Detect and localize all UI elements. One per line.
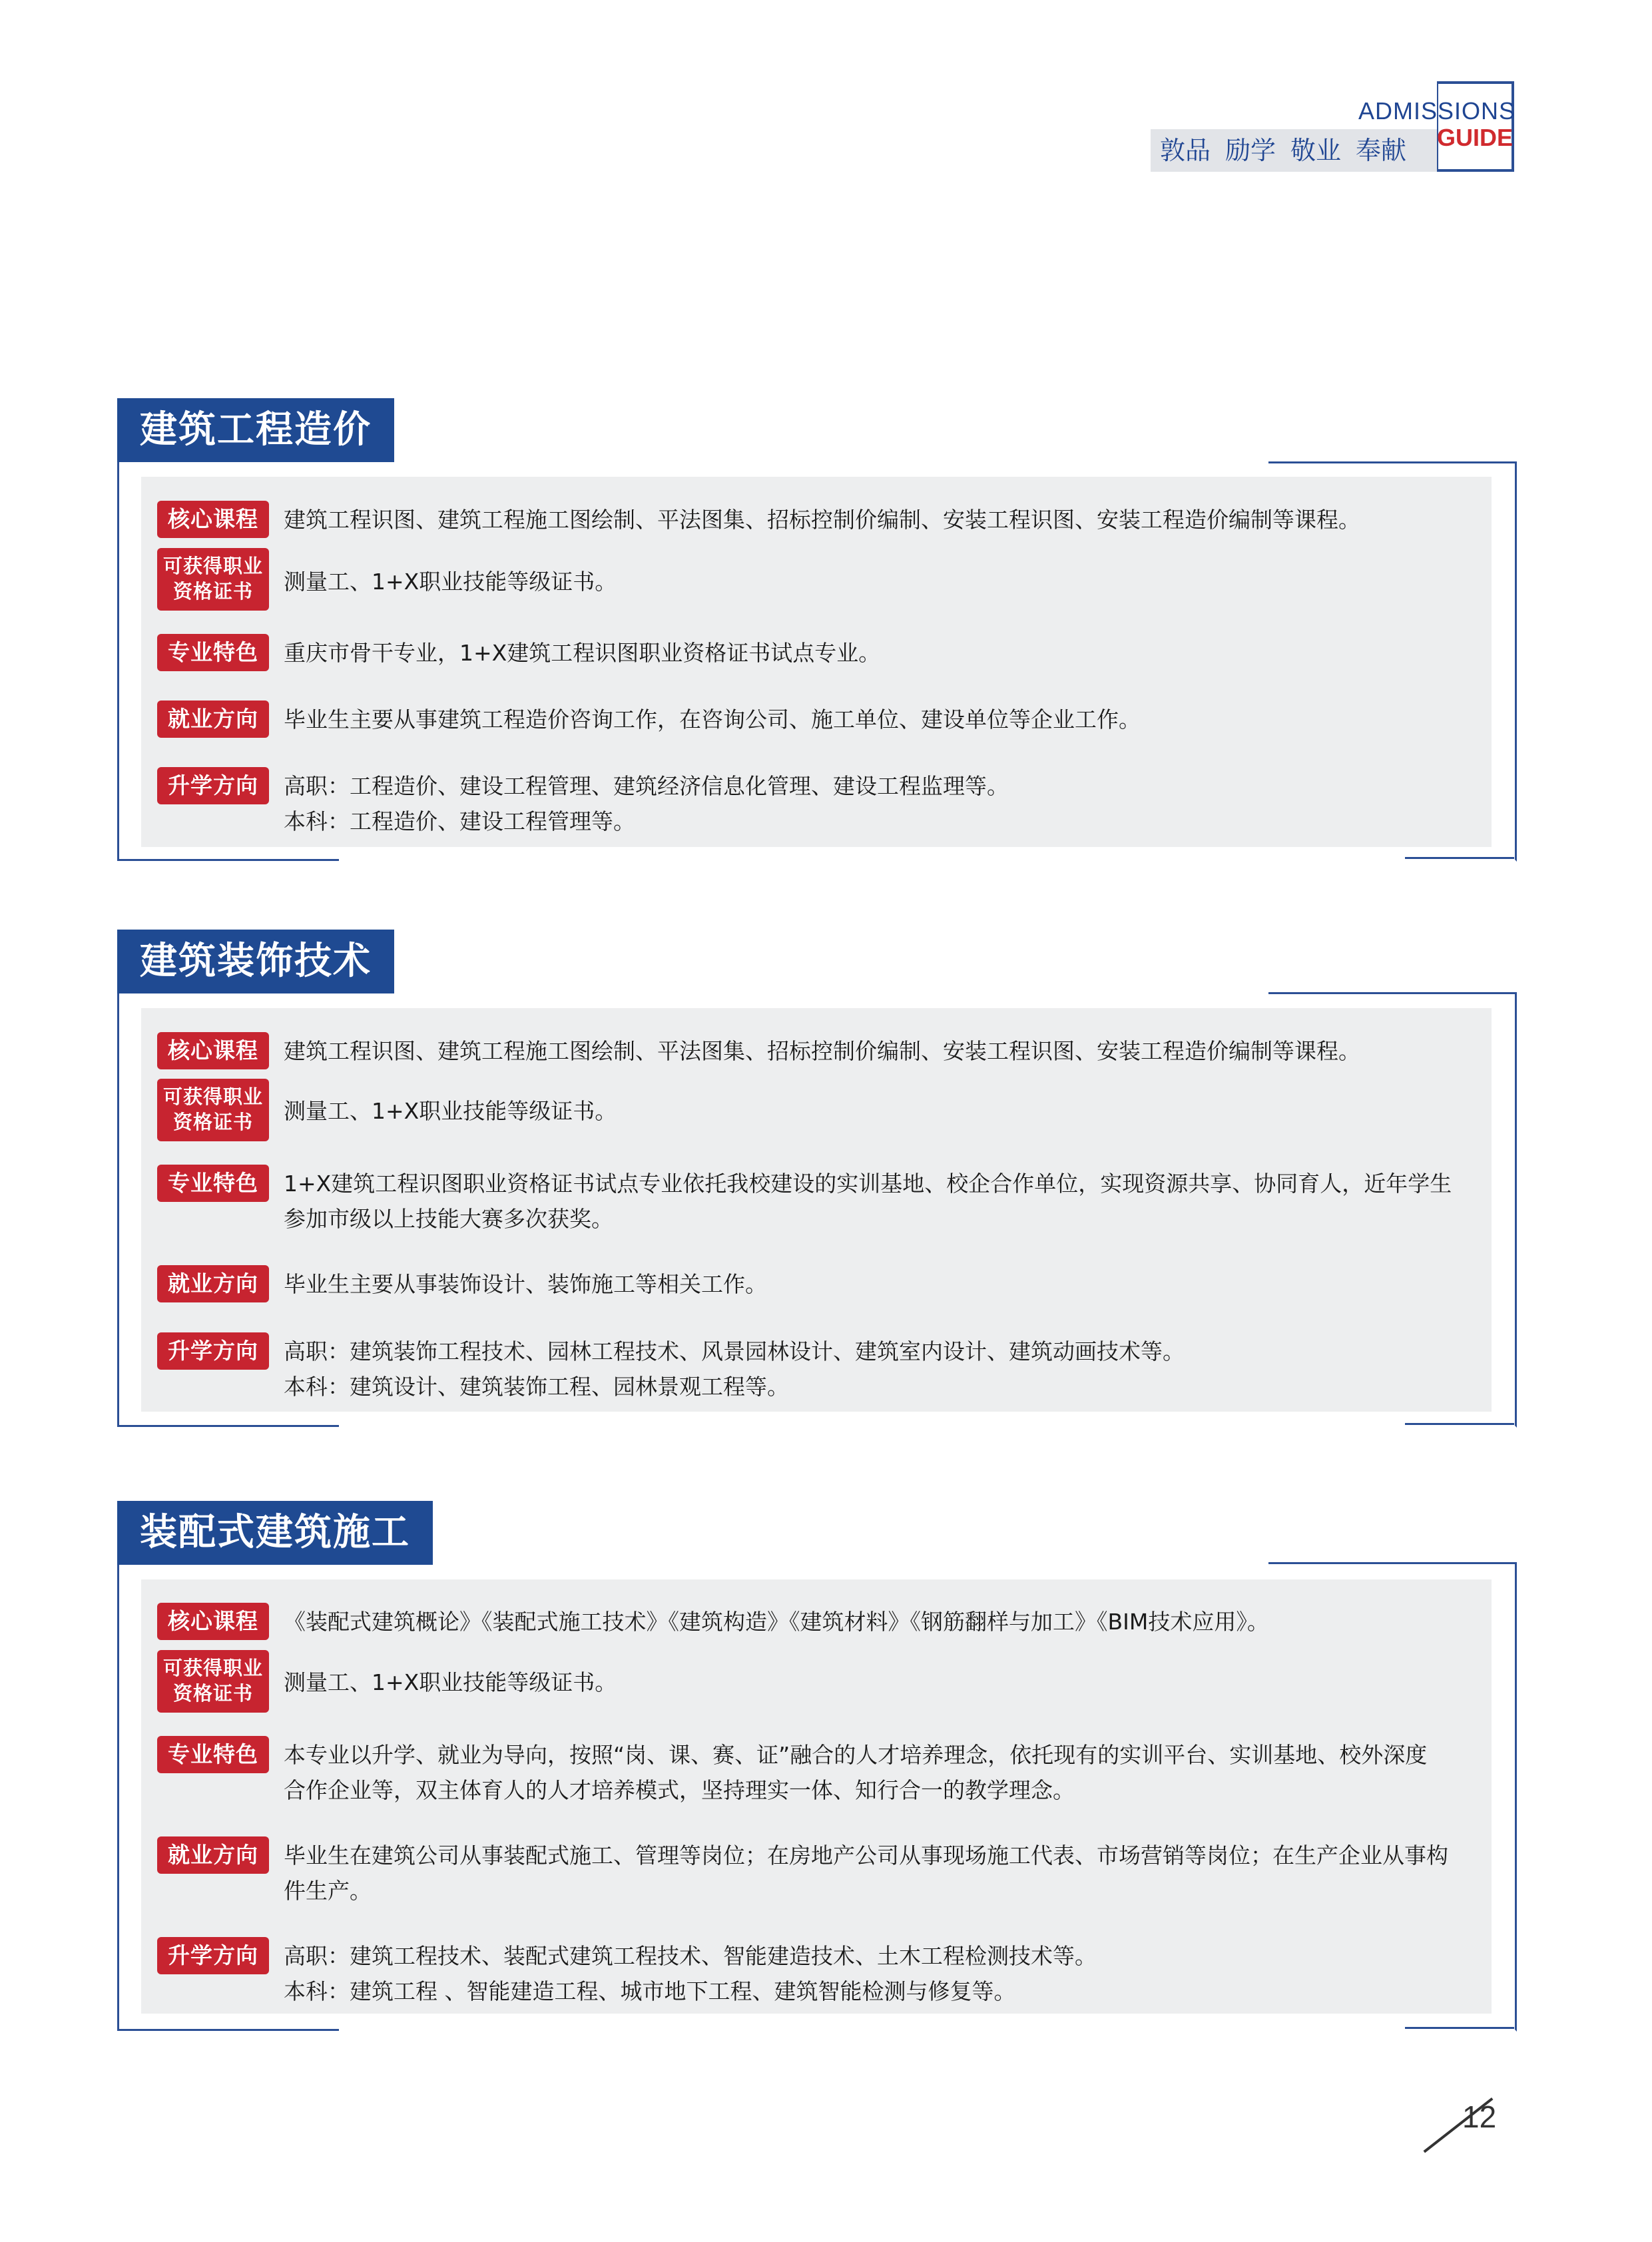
row-text: 重庆市骨干专业，1+X建筑工程识图职业资格证书试点专业。 [284, 640, 881, 666]
row-text: 测量工、1+X职业技能等级证书。 [284, 1098, 617, 1124]
motto-word: 敦品 [1160, 136, 1211, 165]
label-badge: 升学方向 [157, 1332, 269, 1370]
section-frame [1405, 1423, 1514, 1425]
row-text: 建筑工程识图、建筑工程施工图绘制、平法图集、招标控制价编制、安装工程识图、安装工程造价编制等课程。 [284, 507, 1360, 533]
label-line: 资格证书 [172, 1111, 253, 1133]
label-badge: 专业特色 [157, 1736, 269, 1773]
row-text: 本专业以升学、就业为导向，按照“岗、课、赛、证”融合的人才培养理念，依托现有的实训平台、实训基地、校外深度 [284, 1742, 1428, 1768]
row-text: 毕业生在建筑公司从事装配式施工、管理等岗位；在房地产公司从事现场施工代表、市场营销等岗位；在生产企业从事构 [284, 1842, 1448, 1868]
section-title: 建筑工程造价 [117, 398, 394, 462]
row-text: 1+X建筑工程识图职业资格证书试点专业依托我校建设的实训基地、校企合作单位，实现资源共享、协同育人，近年学生 [284, 1171, 1452, 1197]
label-line: 资格证书 [172, 1682, 253, 1705]
label-badge [157, 1079, 269, 1141]
row-text: 毕业生主要从事装饰设计、装饰施工等相关工作。 [284, 1271, 767, 1297]
section-title: 装配式建筑施工 [117, 1501, 433, 1565]
label-badge: 就业方向 [157, 701, 269, 738]
section-frame [1405, 2027, 1514, 2029]
label-badge: 专业特色 [157, 1165, 269, 1202]
row-text: 件生产。 [284, 1878, 372, 1904]
header-admissions: ADMISSIONS [1358, 97, 1516, 125]
label-badge: 升学方向 [157, 1937, 269, 1974]
row-text: 高职：建筑装饰工程技术、园林工程技术、风景园林设计、建筑室内设计、建筑动画技术等。 [284, 1338, 1185, 1364]
header-motto [1151, 129, 1437, 172]
row-text: 本科：工程造价、建设工程管理等。 [284, 808, 635, 834]
section-title: 建筑装饰技术 [117, 930, 394, 993]
label-line: 资格证书 [172, 580, 253, 603]
motto-word: 励学 [1225, 136, 1276, 165]
label-badge: 核心课程 [157, 1032, 269, 1069]
row-text: 本科：建筑设计、建筑装饰工程、园林景观工程等。 [284, 1374, 789, 1400]
row-text: 《装配式建筑概论》《装配式施工技术》《建筑构造》《建筑材料》《钢筋翻样与加工》《BIM技术应用》。 [284, 1609, 1269, 1635]
row-text: 本科：建筑工程 、智能建造工程、城市地下工程、建筑智能检测与修复等。 [284, 1978, 1016, 2004]
label-badge: 升学方向 [157, 767, 269, 804]
row-text: 参加市级以上技能大赛多次获奖。 [284, 1206, 613, 1232]
label-line: 可获得职业 [162, 1085, 263, 1108]
label-badge: 核心课程 [157, 501, 269, 538]
label-line: 可获得职业 [162, 555, 263, 577]
label-badge: 专业特色 [157, 634, 269, 671]
label-badge [157, 1650, 269, 1713]
label-badge: 核心课程 [157, 1603, 269, 1640]
label-line: 可获得职业 [162, 1657, 263, 1679]
row-text: 高职：工程造价、建设工程管理、建筑经济信息化管理、建设工程监理等。 [284, 773, 1009, 799]
row-text: 高职：建筑工程技术、装配式建筑工程技术、智能建造技术、土木工程检测技术等。 [284, 1943, 1097, 1969]
label-badge: 就业方向 [157, 1265, 269, 1302]
header-guide: GUIDE [1436, 124, 1513, 151]
page-number: 12 [1462, 2100, 1497, 2134]
label-badge: 就业方向 [157, 1836, 269, 1874]
label-badge [157, 548, 269, 611]
row-text: 毕业生主要从事建筑工程造价咨询工作，在咨询公司、施工单位、建设单位等企业工作。 [284, 706, 1141, 732]
motto-word: 奉献 [1356, 136, 1407, 165]
motto-word: 敬业 [1290, 136, 1342, 165]
row-text: 测量工、1+X职业技能等级证书。 [284, 1669, 617, 1695]
row-text: 合作企业等，双主体育人的人才培养模式，坚持理实一体、知行合一的教学理念。 [284, 1777, 1075, 1803]
row-text: 测量工、1+X职业技能等级证书。 [284, 569, 617, 595]
section-frame [1405, 857, 1514, 859]
row-text: 建筑工程识图、建筑工程施工图绘制、平法图集、招标控制价编制、安装工程识图、安装工程造价编制等课程。 [284, 1038, 1360, 1064]
